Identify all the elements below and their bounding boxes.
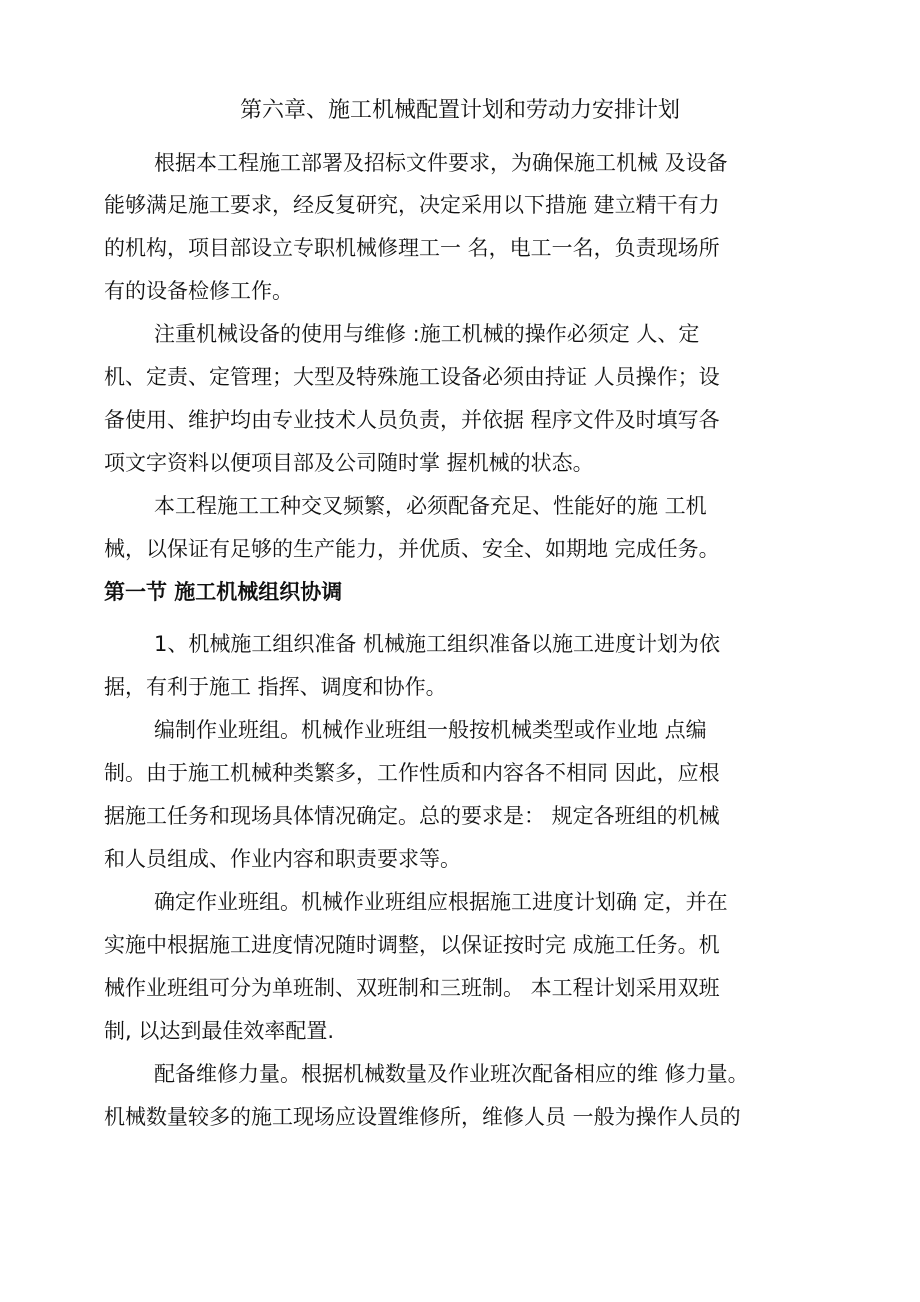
- paragraph-1-line-1: 根据本工程施工部署及招标文件要求，为确保施工机械 及设备: [154, 151, 728, 175]
- paragraph-5-line-3: 据施工任务和现场具体情况确定。总的要求是： 规定各班组的机械: [104, 804, 720, 828]
- paragraph-7-line-2: 机械数量较多的施工现场应设置维修所，维修人员 一般为操作人员的: [104, 1105, 741, 1129]
- paragraph-3-line-1: 本工程施工工种交叉频繁，必须配备充足、性能好的施 工机: [154, 494, 707, 518]
- paragraph-5-line-4: 和人员组成、作业内容和职责要求等。: [104, 847, 461, 871]
- paragraph-5-line-2: 制。由于施工机械种类繁多，工作性质和内容各不相同 因此，应根: [104, 761, 720, 785]
- paragraph-6-line-3: 械作业班组可分为单班制、双班制和三班制。 本工程计划采用双班: [104, 976, 720, 1000]
- chapter-title: 第六章、施工机械配置计划和劳动力安排计划: [239, 98, 680, 123]
- paragraph-1-line-4: 有的设备检修工作。: [104, 279, 293, 303]
- paragraph-2-line-3: 备使用、维护均由专业技术人员负责，并依据 程序文件及时填写各: [104, 408, 720, 432]
- paragraph-2-line-2: 机、定责、定管理；大型及特殊施工设备必须由持证 人员操作；设: [104, 365, 720, 389]
- paragraph-2-line-4: 项文字资料以便项目部及公司随时掌 握机械的状态。: [104, 451, 594, 475]
- paragraph-6-line-4: 制, 以达到最佳效率配置.: [104, 1019, 335, 1043]
- paragraph-7-line-1: 配备维修力量。根据机械数量及作业班次配备相应的维 修力量。: [154, 1062, 749, 1086]
- paragraph-4-line-2: 据，有利于施工 指挥、调度和协作。: [104, 675, 447, 699]
- paragraph-5-line-1: 编制作业班组。机械作业班组一般按机械类型或作业地 点编: [154, 718, 707, 742]
- paragraph-4-line-1: 1、机械施工组织准备 机械施工组织准备以施工进度计划为依: [154, 632, 721, 656]
- paragraph-6-line-2: 实施中根据施工进度情况随时调整，以保证按时完 成施工任务。机: [104, 933, 720, 957]
- paragraph-3-line-2: 械，以保证有足够的生产能力，并优质、安全、如期地 完成任务。: [104, 537, 720, 561]
- paragraph-2-line-1: 注重机械设备的使用与维修 :施工机械的操作必须定 人、定: [154, 322, 700, 346]
- section-heading: 第一节 施工机械组织协调: [104, 580, 343, 604]
- paragraph-6-line-1: 确定作业班组。机械作业班组应根据施工进度计划确 定，并在: [154, 890, 728, 914]
- paragraph-1-line-3: 的机构，项目部设立专职机械修理工一 名，电工一名，负责现场所: [104, 236, 720, 260]
- paragraph-1-line-2: 能够满足施工要求，经反复研究，决定采用以下措施 建立精干有力: [104, 193, 720, 217]
